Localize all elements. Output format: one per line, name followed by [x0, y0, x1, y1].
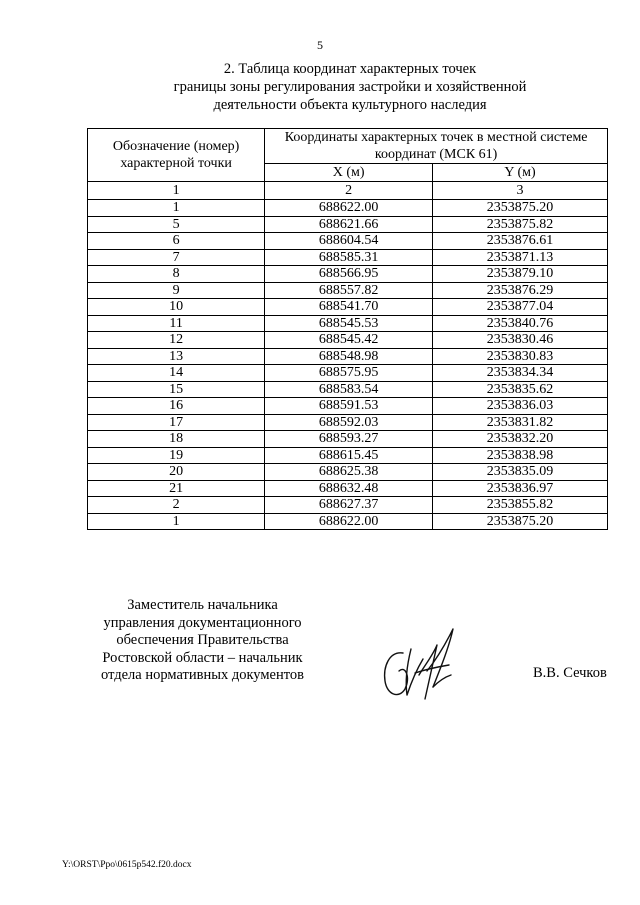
table-row [88, 480, 608, 497]
table-row [88, 497, 608, 514]
y-cell: 2353879.10 [433, 266, 608, 283]
point-cell: 13 [88, 348, 265, 365]
position-line: Ростовской области – начальник [102, 649, 303, 666]
point-cell: 11 [88, 315, 265, 332]
y-cell: 2353871.13 [433, 249, 608, 266]
handwritten-signature [375, 615, 467, 705]
point-cell: 15 [88, 381, 265, 398]
x-cell: 688604.54 [265, 233, 433, 250]
header-point-label: Обозначение (номер) характерной точки [112, 139, 240, 171]
y-cell: 2353836.97 [433, 480, 608, 497]
table-body [88, 200, 608, 530]
table-row [88, 299, 608, 316]
table-row [88, 464, 608, 481]
header-coordinates-label: Координаты характерных точек в местной системе координат (МСК 61) [284, 130, 588, 162]
table-row [88, 513, 608, 530]
x-cell: 688632.48 [265, 480, 433, 497]
point-cell: 7 [88, 249, 265, 266]
x-cell: 688541.70 [265, 299, 433, 316]
table-row [88, 216, 608, 233]
x-cell: 688615.45 [265, 447, 433, 464]
table-row [88, 282, 608, 299]
table-row [88, 249, 608, 266]
point-cell: 14 [88, 365, 265, 382]
table-row [88, 365, 608, 382]
y-cell: 2353830.46 [433, 332, 608, 349]
x-cell: 688557.82 [265, 282, 433, 299]
page-number: 5 [317, 38, 323, 52]
position-line: обеспечения Правительства [116, 632, 289, 649]
table-row [88, 315, 608, 332]
position-line: Заместитель начальника [127, 597, 278, 613]
point-cell: 2 [88, 497, 265, 514]
x-cell: 688622.00 [265, 513, 433, 530]
signatory-position [95, 597, 310, 685]
column-number: 1 [88, 182, 265, 200]
y-cell: 2353876.61 [433, 233, 608, 250]
table-row [88, 233, 608, 250]
table-title [100, 60, 600, 114]
x-cell: 688627.37 [265, 497, 433, 514]
table-row [88, 332, 608, 349]
y-cell: 2353832.20 [433, 431, 608, 448]
header-y: Y (м) [433, 164, 608, 182]
table-row [88, 200, 608, 217]
x-cell: 688545.42 [265, 332, 433, 349]
x-cell: 688583.54 [265, 381, 433, 398]
y-cell: 2353830.83 [433, 348, 608, 365]
x-cell: 688566.95 [265, 266, 433, 283]
point-cell: 20 [88, 464, 265, 481]
y-cell: 2353836.03 [433, 398, 608, 415]
y-cell: 2353855.82 [433, 497, 608, 514]
point-cell: 10 [88, 299, 265, 316]
y-cell: 2353835.09 [433, 464, 608, 481]
point-cell: 16 [88, 398, 265, 415]
table-row [88, 266, 608, 283]
y-cell: 2353875.20 [433, 513, 608, 530]
table-row [88, 348, 608, 365]
point-cell: 1 [88, 513, 265, 530]
header-coordinates [265, 129, 608, 164]
table-row [88, 381, 608, 398]
y-cell: 2353875.20 [433, 200, 608, 217]
column-number: 2 [265, 182, 433, 200]
y-cell: 2353876.29 [433, 282, 608, 299]
table-row [88, 398, 608, 415]
title-line: границы зоны регулирования застройки и хозяйственной [173, 79, 527, 95]
position-line: управления документационного [103, 614, 302, 631]
x-cell: 688545.53 [265, 315, 433, 332]
y-cell: 2353835.62 [433, 381, 608, 398]
table-row [88, 414, 608, 431]
table-row [88, 447, 608, 464]
y-cell: 2353875.82 [433, 216, 608, 233]
x-cell: 688548.98 [265, 348, 433, 365]
y-cell: 2353831.82 [433, 414, 608, 431]
title-line: деятельности объекта культурного наследия [213, 97, 487, 113]
point-cell: 1 [88, 200, 265, 217]
x-cell: 688592.03 [265, 414, 433, 431]
column-number: 3 [433, 182, 608, 200]
x-cell: 688591.53 [265, 398, 433, 415]
position-line: отдела нормативных документов [101, 667, 304, 684]
header-point [88, 129, 265, 182]
x-cell: 688575.95 [265, 365, 433, 382]
point-cell: 9 [88, 282, 265, 299]
point-cell: 17 [88, 414, 265, 431]
point-cell: 5 [88, 216, 265, 233]
point-cell: 19 [88, 447, 265, 464]
point-cell: 21 [88, 480, 265, 497]
x-cell: 688585.31 [265, 249, 433, 266]
point-cell: 8 [88, 266, 265, 283]
x-cell: 688593.27 [265, 431, 433, 448]
y-cell: 2353834.34 [433, 365, 608, 382]
x-cell: 688621.66 [265, 216, 433, 233]
point-cell: 12 [88, 332, 265, 349]
x-cell: 688625.38 [265, 464, 433, 481]
point-cell: 18 [88, 431, 265, 448]
x-cell: 688622.00 [265, 200, 433, 217]
point-cell: 6 [88, 233, 265, 250]
file-path: Y:\ORST\Ppo\0615p542.f20.docx [62, 860, 192, 870]
table-row [88, 431, 608, 448]
y-cell: 2353840.76 [433, 315, 608, 332]
y-cell: 2353838.98 [433, 447, 608, 464]
title-line: 2. Таблица координат характерных точек [223, 61, 477, 77]
y-cell: 2353877.04 [433, 299, 608, 316]
signer-name: В.В. Сечков [533, 665, 607, 681]
header-x: X (м) [265, 164, 433, 182]
coordinates-table [87, 128, 608, 530]
